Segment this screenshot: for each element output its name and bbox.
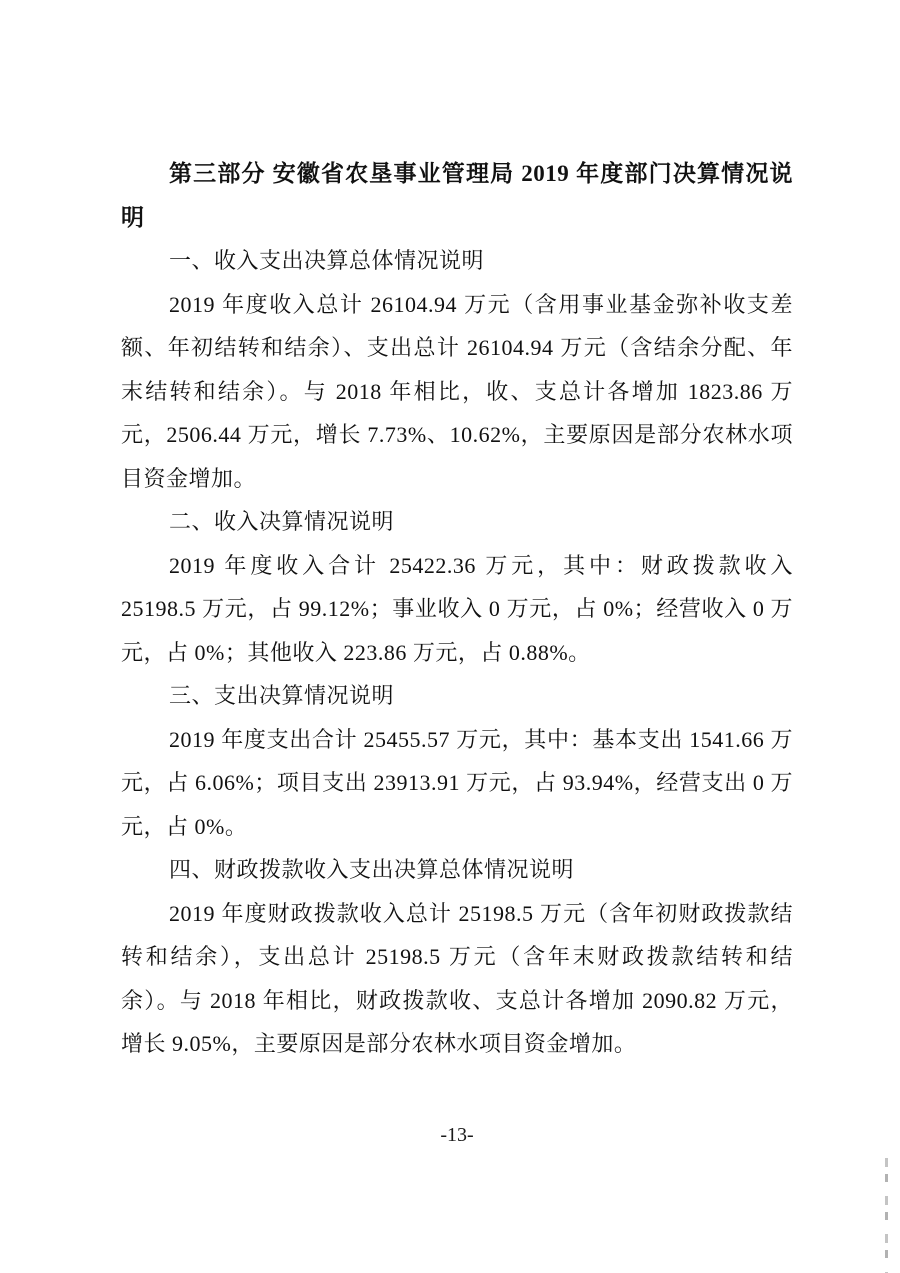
page-number: -13- — [440, 1124, 474, 1146]
section-paragraph-3: 2019 年度支出合计 25455.57 万元，其中：基本支出 1541.66 万元，占 6.06%；项目支出 23913.91 万元，占 93.94%，经营支出 0 万元，占 0%。 — [121, 726, 793, 839]
section-heading-2: 二、收入决算情况说明 — [169, 509, 395, 534]
section-heading-1: 一、收入支出决算总体情况说明 — [169, 248, 485, 273]
section-income-expenditure-overview — [121, 239, 793, 500]
section-expenditure-accounts — [121, 674, 793, 848]
section-fiscal-appropriation-overview — [121, 848, 793, 1066]
section-paragraph-2: 2019 年度收入合计 25422.36 万元，其中：财政拨款收入 25198.5 万元，占 99.12%；事业收入 0 万元，占 0%；经营收入 0 万元，占 0%；其他收入 223.86 万元，占 0.88%。 — [121, 552, 793, 665]
section-heading-3: 三、支出决算情况说明 — [169, 683, 395, 708]
section-heading-4: 四、财政拨款收入支出决算总体情况说明 — [169, 857, 575, 882]
section-paragraph-1: 2019 年度收入总计 26104.94 万元（含用事业基金弥补收支差额、年初结转和结余）、支出总计 26104.94 万元（含结余分配、年末结转和结余）。与 2018 年相比，收、支总计各增加 1823.86 万元，2506.44 万元，增长 7.73%、10.62%，主要原因是部分农林水项目资金增加。 — [121, 291, 793, 491]
section-paragraph-4: 2019 年度财政拨款收入总计 25198.5 万元（含年初财政拨款结转和结余），支出总计 25198.5 万元（含年末财政拨款结转和结余）。与 2018 年相比，财政拨款收、支总计各增加 2090.82 万元，增长 9.05%，主要原因是部分农林水项目资金增加。 — [121, 900, 793, 1056]
section-income-accounts — [121, 500, 793, 674]
document-title: 第三部分 安徽省农垦事业管理局 2019 年度部门决算情况说明 — [121, 161, 793, 230]
document-body — [121, 152, 793, 1066]
scan-artifact-line — [885, 1158, 888, 1273]
